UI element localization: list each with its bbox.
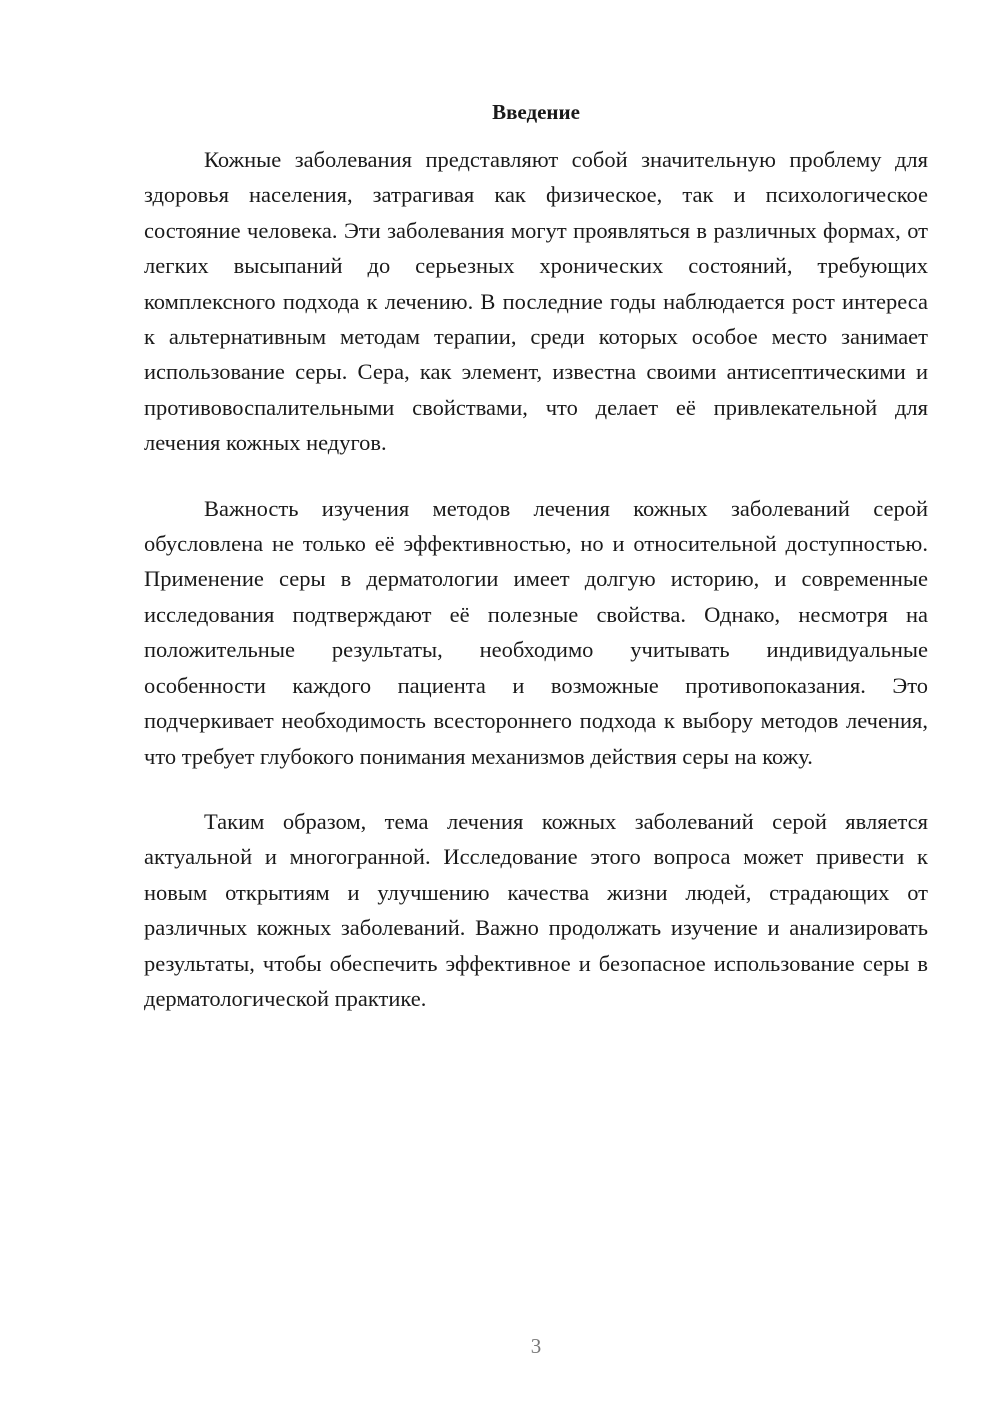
document-body (144, 142, 928, 1046)
page-number: 3 (530, 1334, 542, 1358)
paragraph-3: Таким образом, тема лечения кожных заболеваний серой является актуальной и многогранной. Исследование этого вопроса может привести к новым открытиям и улучшению качества жизни людей, страдающих от различных кожных заболеваний. Важно продолжать изучение и анализировать результаты, чтобы обеспечить эффективное и безопасное использование серы в дерматологической практике. (144, 808, 928, 1011)
paragraph-1: Кожные заболевания представляют собой значительную проблему для здоровья населения, затрагивая как физическое, так и психологическое состояние человека. Эти заболевания могут проявляться в различных формах, от легких высыпаний до серьезных хронических состояний, требующих комплексного подхода к лечению. В последние годы наблюдается рост интереса к альтернативным методам терапии, среди которых особое место занимает использование серы. Сера, как элемент, известна своими антисептическими и противовоспалительными свойствами, что делает её привлекательной для лечения кожных недугов. (144, 147, 928, 456)
paragraph-2: Важность изучения методов лечения кожных заболеваний серой обусловлена не только её эффективностью, но и относительной доступностью. Применение серы в дерматологии имеет долгую историю, и современные исследования подтверждают её полезные свойства. Однако, несмотря на положительные результаты, необходимо учитывать индивидуальные особенности каждого пациента и возможные противопоказания. Это подчеркивает необходимость всестороннего подхода к выбору методов лечения, что требует глубокого понимания механизмов действия серы на кожу. (144, 495, 928, 769)
page-title: Введение (492, 100, 580, 124)
